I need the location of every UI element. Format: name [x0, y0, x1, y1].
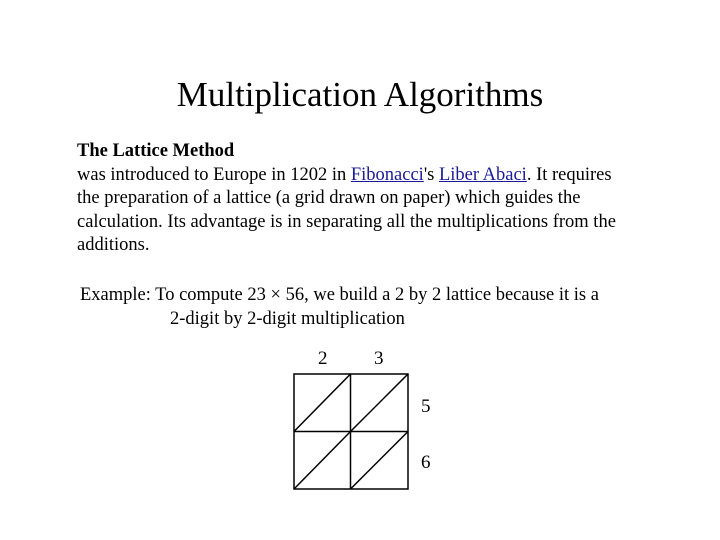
cell-diagonal-r1c1 [294, 374, 351, 432]
example-line-2: 2-digit by 2-digit multiplication [170, 308, 405, 329]
intro-text-2: 's [423, 164, 439, 185]
top-digit-2: 3 [374, 348, 384, 369]
top-digit-1: 2 [318, 348, 328, 369]
right-digit-1: 5 [421, 396, 431, 417]
intro-paragraph [77, 140, 637, 258]
intro-text-1: was introduced to Europe in 1202 in [77, 164, 351, 185]
cell-diagonal-r2c1 [294, 432, 351, 490]
section-heading: The Lattice Method [77, 141, 235, 161]
fibonacci-link[interactable]: Fibonacci [350, 164, 424, 185]
example-paragraph [80, 284, 680, 331]
liber-abaci-link[interactable]: Liber Abaci [438, 164, 527, 185]
cell-diagonal-r2c2 [351, 432, 409, 490]
cell-diagonal-r1c2 [351, 374, 409, 432]
slide-title: Multiplication Algorithms [176, 75, 544, 114]
intro-text-3: . It requires the preparation of a lattice (a grid drawn on paper) which guides the calculation. Its advantage is in separating all the multiplications from the additions. [77, 164, 616, 255]
lattice-grid [293, 373, 409, 490]
right-digit-2: 6 [421, 452, 431, 473]
example-line-1: Example: To compute 23 × 56, we build a 2 by 2 lattice because it is a [80, 285, 599, 305]
